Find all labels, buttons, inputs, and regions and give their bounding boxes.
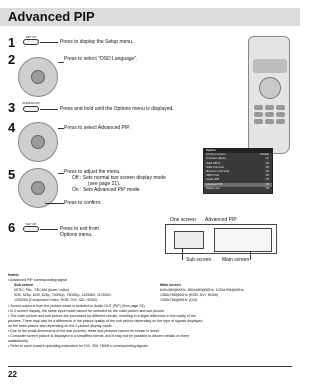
step-5-line-2: Off : Sets normal two screen display mode bbox=[72, 175, 166, 181]
setup-button-label: SET UP bbox=[25, 222, 37, 226]
menu-row-label: Maximum VOL level bbox=[206, 169, 230, 173]
menu-row-value: On bbox=[265, 157, 269, 161]
notes-bullet: • Due to the small dimensions of the sub pictures, these sub-pictures cannot be shown in detail. bbox=[8, 329, 160, 333]
leader-line bbox=[40, 229, 58, 230]
leader-line bbox=[58, 62, 64, 63]
key bbox=[276, 105, 285, 110]
sub-screen-heading: Sub screen bbox=[14, 283, 34, 287]
notes-bullet: • Advanced PIP corresponding signal bbox=[8, 278, 67, 282]
step-4-text: Press to select Advanced PIP. bbox=[64, 125, 131, 131]
menu-row-value: Off bbox=[265, 161, 269, 165]
main-screen-box bbox=[214, 228, 272, 252]
step-5-number: 5 bbox=[8, 167, 16, 182]
notes-bullet: • Refer to each board’s operating instruction for DVI, SDI, HDMI’s corresponding signals. bbox=[8, 344, 149, 348]
leader-line bbox=[40, 109, 58, 110]
remote-top-panel bbox=[253, 59, 287, 73]
step-6-line-2: Options menu. bbox=[60, 232, 93, 238]
options-menu-header: Options bbox=[204, 149, 272, 153]
step-4-number: 4 bbox=[8, 120, 16, 135]
menu-row-label: Display size bbox=[206, 186, 220, 190]
action-button[interactable] bbox=[31, 70, 45, 84]
main-screen-line: 1280x768@60Hz (DVI) bbox=[160, 298, 198, 302]
menu-row-value: Off bbox=[265, 169, 269, 173]
remote-number-keys bbox=[254, 105, 286, 135]
advanced-pip-label: Advanced PIP bbox=[205, 217, 237, 223]
notes-bullet: pictures. There may also be a difference in the picture quality of the sub picture depending on the type of signals displayed bbox=[8, 319, 203, 323]
step-5-line-1: Press to adjust the menu. bbox=[64, 169, 121, 175]
sub-screen-line: 1250/50i (Component Video, RGB, DVI, SDI, HDMI) bbox=[14, 298, 97, 302]
step-1-number: 1 bbox=[8, 35, 16, 50]
step-6-number: 6 bbox=[8, 220, 16, 235]
key bbox=[276, 119, 285, 124]
key bbox=[254, 119, 263, 124]
step-2-text: Press to select “OSD Language”. bbox=[64, 56, 138, 62]
leader-line bbox=[45, 203, 64, 204]
setup-button[interactable] bbox=[23, 39, 39, 45]
step-5-confirm: Press to confirm. bbox=[64, 200, 102, 206]
menu-row-value: Off bbox=[265, 178, 269, 182]
key bbox=[265, 119, 274, 124]
menu-row[interactable] bbox=[204, 187, 272, 191]
remote-control bbox=[248, 36, 290, 154]
menu-row-label: Initial VOL level bbox=[206, 165, 224, 169]
notes-heading: Notes: bbox=[8, 273, 20, 277]
setup-button[interactable] bbox=[23, 226, 39, 232]
surround-button-label: SURROUND bbox=[22, 101, 40, 105]
menu-row-label: INPUT lock bbox=[206, 174, 220, 178]
step-3-text: Press and hold until the Options menu is displayed. bbox=[60, 106, 174, 112]
action-button[interactable] bbox=[31, 181, 45, 195]
options-menu bbox=[203, 148, 273, 194]
menu-row-label: Onscreen display bbox=[206, 157, 227, 161]
step-3-number: 3 bbox=[8, 100, 16, 115]
key bbox=[276, 112, 285, 117]
menu-row-value: Off bbox=[265, 165, 269, 169]
setup-button-label: SET UP bbox=[25, 35, 37, 39]
surround-button[interactable] bbox=[23, 106, 39, 112]
main-screen-line: 640x480@60Hz, 852x480@60Hz, 1024x768@60Hz, bbox=[160, 288, 245, 292]
step-5-line-4: On : Sets Advanced PIP mode. bbox=[72, 187, 141, 193]
remote-cursor-pad bbox=[259, 77, 281, 99]
page-number: 22 bbox=[8, 370, 17, 379]
footer-rule bbox=[8, 366, 292, 367]
menu-row-value: Off bbox=[265, 174, 269, 178]
notes-bullet: • The main picture and sub picture are processed by different circuits, resulting in a slight difference in the clarity of the bbox=[8, 314, 196, 318]
notes-bullet: • In 2 screen display, the same input mode cannot be selected for the main picture and sub picture. bbox=[8, 309, 166, 313]
main-screen-heading: Main screen bbox=[160, 283, 181, 287]
notes-bullet: on the main picture and depending on the 2-picture display mode. bbox=[8, 324, 113, 328]
sub-screen-line: 525i, 525p, 625i, 625p, 750/60p, 750/50p, 1125/60i, 1125/50i, bbox=[14, 293, 112, 297]
step-5-line-3: (see page 21). bbox=[88, 181, 121, 187]
notes-bullet: satisfactorily. bbox=[8, 339, 29, 343]
page-title: Advanced PIP bbox=[8, 9, 95, 24]
sub-screen-line: NTSC, PAL, SECAM (tuner, video) bbox=[14, 288, 70, 292]
menu-row-label: Off timer function bbox=[206, 153, 226, 157]
notes-bullet: • Computer screen picture is displayed in a simplified format, and it may not be possible to discern details on them bbox=[8, 334, 190, 338]
action-button[interactable] bbox=[31, 135, 45, 149]
menu-row-label: Advanced PIP bbox=[206, 182, 223, 186]
leader-line bbox=[250, 251, 251, 260]
menu-row-value: Disable bbox=[260, 153, 269, 157]
one-screen-label: One screen bbox=[170, 217, 196, 223]
leader-line bbox=[40, 42, 58, 43]
key bbox=[254, 105, 263, 110]
sub-screen-label: Sub screen bbox=[186, 257, 212, 263]
notes-bullet: • Sound output is from the picture which is selected in Audio OUT (PIP) (See page 25). bbox=[8, 304, 146, 308]
main-screen-line: 1366x768@60Hz (RGB, DVI, HDMI) bbox=[160, 293, 219, 297]
menu-row-value: Off bbox=[265, 182, 269, 186]
menu-row-label: Initial INPUT bbox=[206, 161, 221, 165]
menu-row-label: Studio W/B bbox=[206, 178, 219, 182]
sub-screen-box bbox=[174, 231, 204, 249]
step-1-text: Press to display the Setup menu. bbox=[60, 39, 134, 45]
step-2-number: 2 bbox=[8, 52, 16, 67]
key bbox=[265, 112, 274, 117]
menu-row-value: Off bbox=[265, 186, 269, 190]
leader-line bbox=[182, 248, 183, 260]
key bbox=[265, 105, 274, 110]
key bbox=[254, 112, 263, 117]
main-screen-label: Main screen bbox=[222, 257, 250, 263]
step-6-line-1: Press to exit from bbox=[60, 226, 99, 232]
